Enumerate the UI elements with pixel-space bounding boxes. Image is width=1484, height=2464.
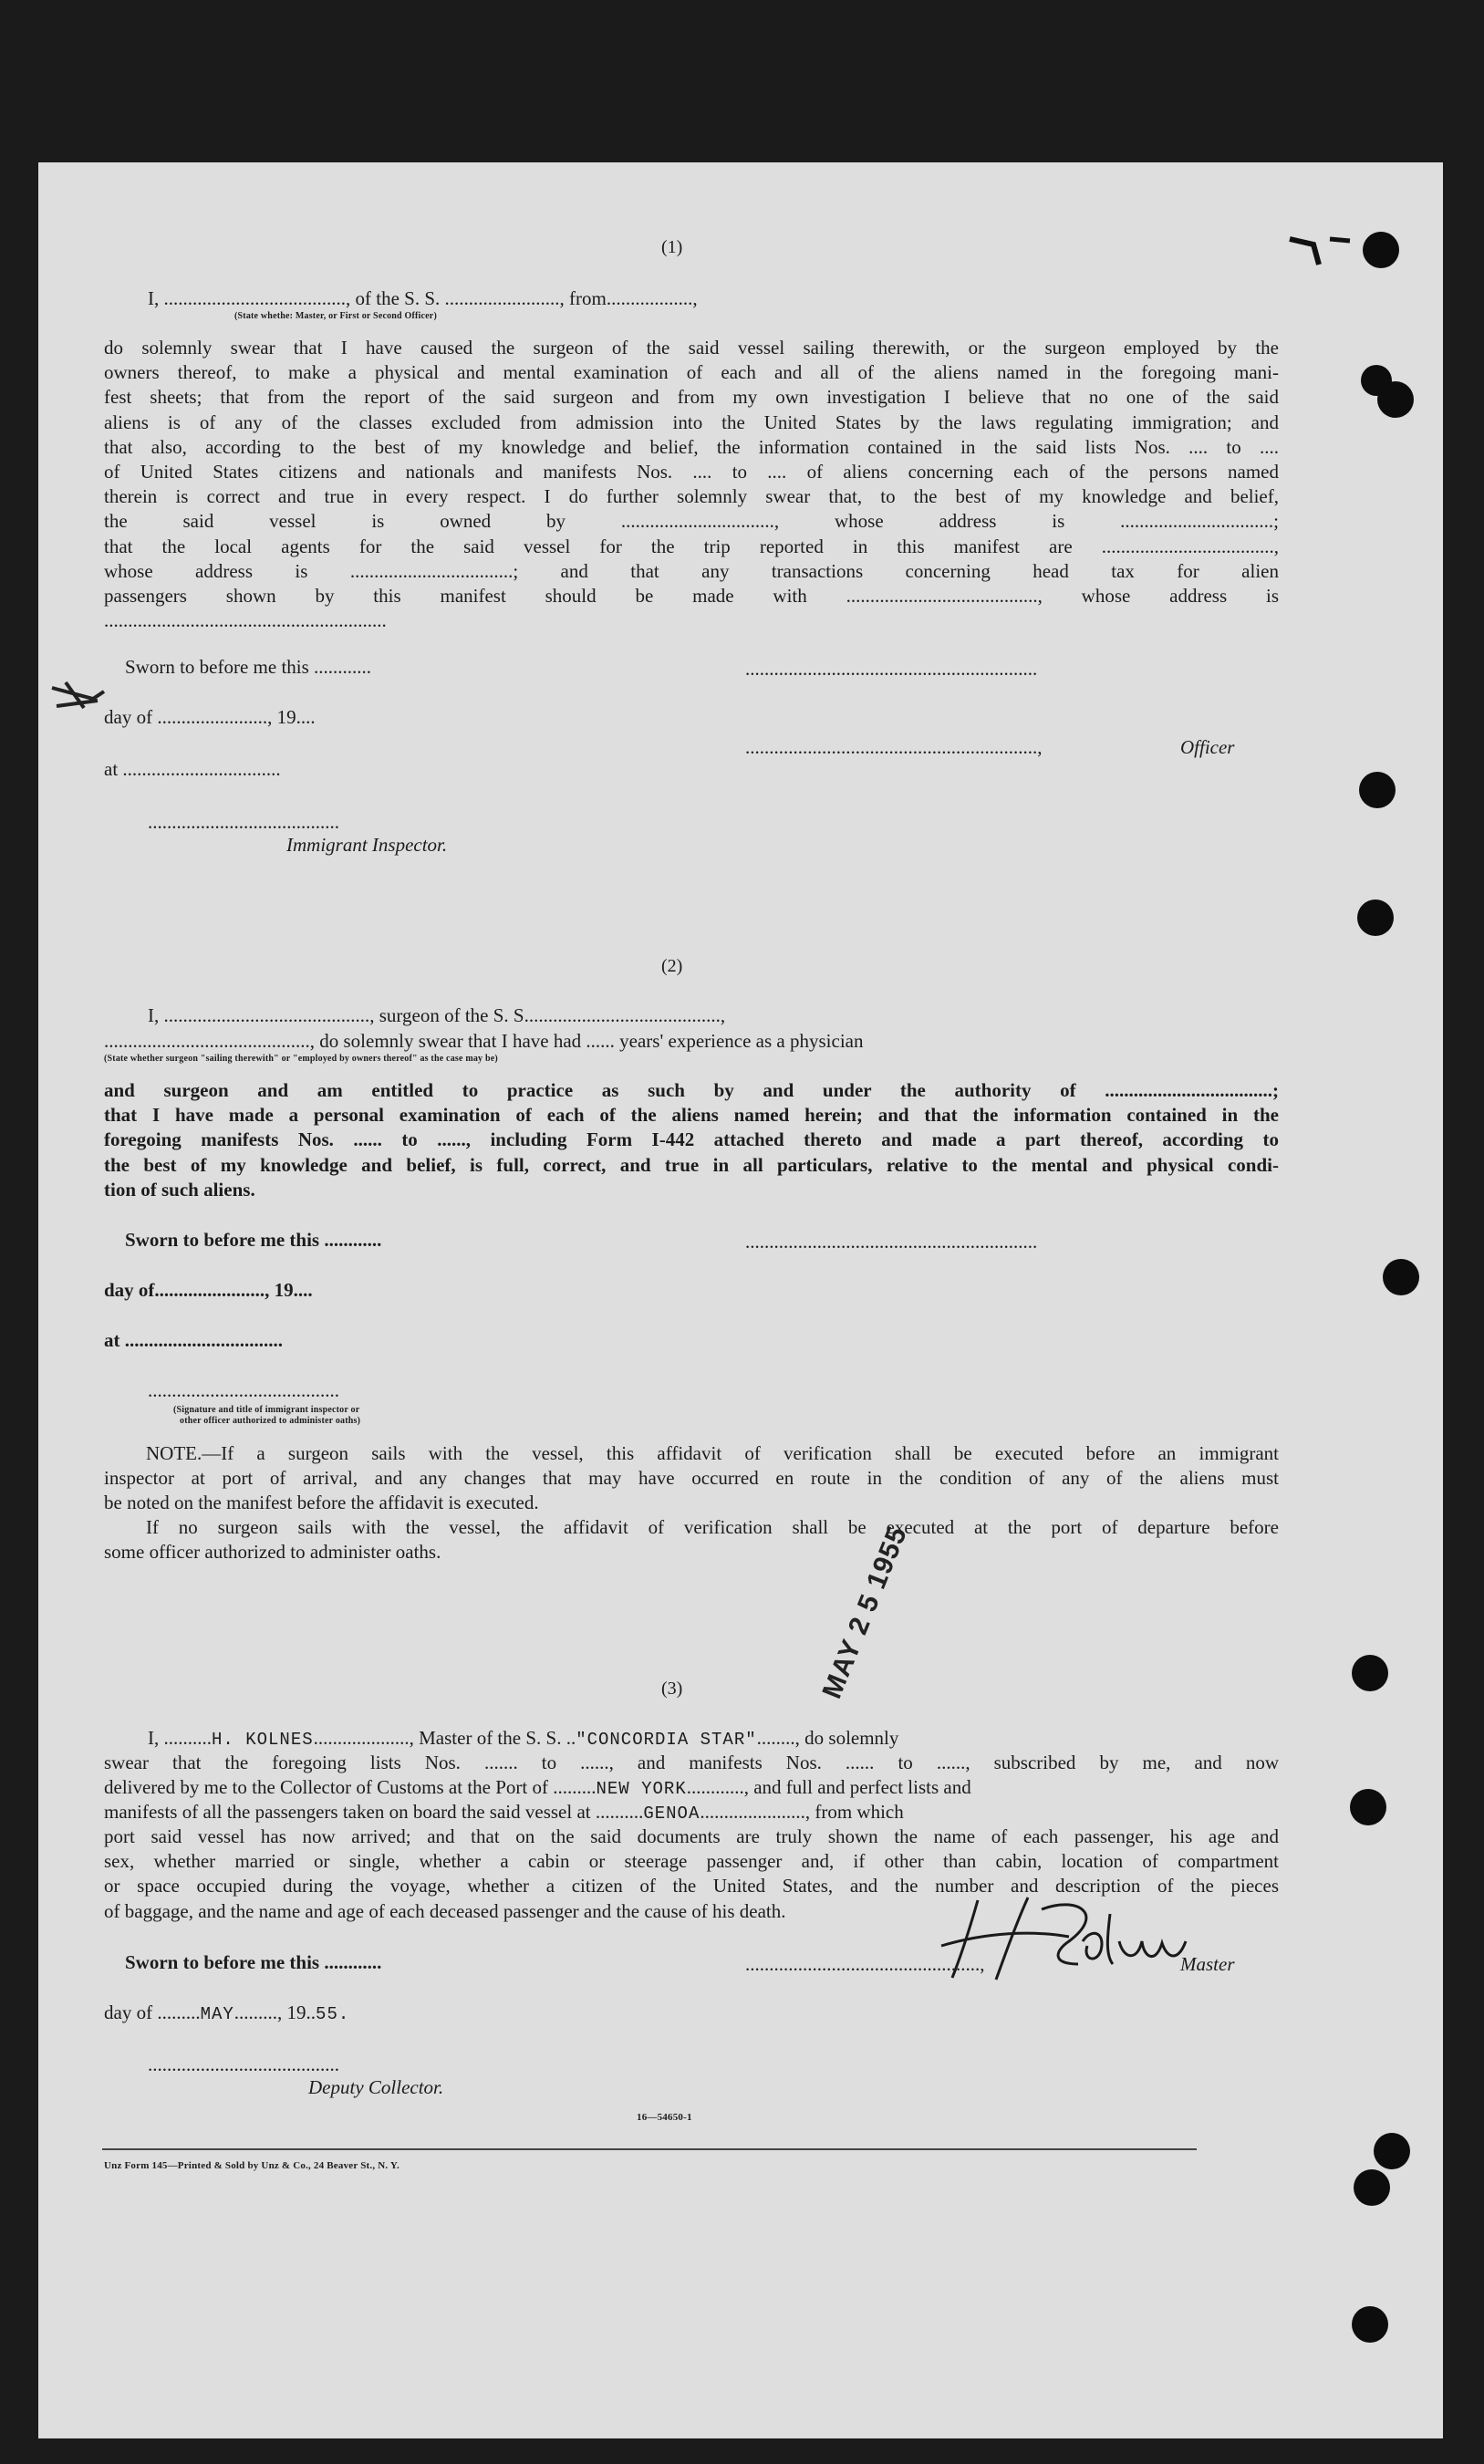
text: ...................., Master of the S. S. .. xyxy=(313,1727,576,1749)
section-3-master-label: Master xyxy=(1180,1953,1235,1975)
note-paragraph xyxy=(104,1441,1279,1491)
punch-hole xyxy=(1357,899,1394,936)
section-3-embark-line xyxy=(104,1800,904,1826)
text: ........., 19.. xyxy=(233,2001,317,2023)
body-line: foregoing manifests Nos. ...... to ......, including Form I-442 attached thereto and made a part thereof, according to xyxy=(104,1128,1279,1151)
section-3-body-tail: of baggage, and the name and age of each deceased passenger and the cause of his death. xyxy=(104,1900,786,1922)
text: I, .......... xyxy=(148,1727,212,1749)
section-3-sworn: Sworn to before me this ............ xyxy=(125,1951,382,1973)
date-stamp: MAY 2 5 1955 xyxy=(816,1522,914,1703)
text: manifests of all the passengers taken on board the said vessel at .......... xyxy=(104,1801,644,1823)
body-line: the said vessel is owned by ................................, whose address is ................................; xyxy=(104,510,1279,533)
section-1-at: at ................................. xyxy=(104,758,281,780)
note-paragraph-2 xyxy=(104,1515,1279,1540)
section-1-day: day of ......................., 19.... xyxy=(104,706,316,728)
port-name: NEW YORK xyxy=(596,1779,687,1799)
section-2-day: day of......................., 19.... xyxy=(104,1279,313,1301)
section-1-body-tail: ........................................................... xyxy=(104,609,387,631)
section-1-inspector-line: ........................................ xyxy=(148,811,339,833)
punch-hole xyxy=(1352,1655,1388,1691)
section-1-officer-label: Officer xyxy=(1180,736,1235,758)
corner-mark xyxy=(1286,232,1359,268)
text: delivered by me to the Collector of Customs at the Port of ......... xyxy=(104,1776,597,1798)
section-2-caption: (State whether surgeon "sailing therewith" or "employed by owners thereof" as the case may be) xyxy=(104,1054,498,1064)
section-3-body-1 xyxy=(104,1751,1279,1775)
text: ............, and full and perfect lists and xyxy=(686,1776,971,1798)
body-line: the best of my knowledge and belief, is full, correct, and true in all particulars, relative to the mental and physical condi- xyxy=(104,1153,1279,1176)
body-line: port said vessel has now arrived; and that on the said documents are truly shown the name of each passenger, his age and xyxy=(104,1825,1279,1847)
section-1-inspector-label: Immigrant Inspector. xyxy=(286,834,448,856)
section-3-number: (3) xyxy=(661,1679,683,1699)
ink-smudge xyxy=(47,679,111,715)
punch-hole xyxy=(1363,232,1399,268)
section-1-officer-line: ............................................................., xyxy=(745,736,1043,758)
body-line: do solemnly swear that I have caused the surgeon of the said vessel sailing therewith, or the surgeon employed by the xyxy=(104,337,1279,359)
manifest-page xyxy=(38,162,1443,2438)
section-3-collector-line: ........................................ xyxy=(148,2053,339,2075)
section-1-body xyxy=(104,336,1279,608)
body-line: that I have made a personal examination of each of the aliens named herein; and that the information contained in the xyxy=(104,1104,1279,1127)
section-2-inspector-line: ........................................ xyxy=(148,1379,339,1401)
punch-hole xyxy=(1383,1259,1419,1295)
body-line: fest sheets; that from the report of the said surgeon and from my own investigation I believe that no one of the said xyxy=(104,386,1279,409)
section-3-port-line xyxy=(104,1775,971,1802)
section-3-first-line xyxy=(148,1726,898,1752)
section-2-caption-2: other officer authorized to administer oaths) xyxy=(180,1416,361,1426)
section-2-second-line: ..........................................., do solemnly swear that I have had ...... years' experience as a physician xyxy=(104,1030,864,1052)
body-line: If no surgeon sails with the vessel, the affidavit of verification shall be executed at the port of departure before xyxy=(146,1516,1279,1538)
section-1-signature-line: ............................................................. xyxy=(745,658,1038,680)
section-2-at: at ................................. xyxy=(104,1329,283,1351)
master-name: H. KOLNES xyxy=(212,1730,314,1750)
body-line: NOTE.—If a surgeon sails with the vessel, this affidavit of verification shall be executed before an immigrant xyxy=(146,1442,1279,1464)
punch-hole xyxy=(1352,2306,1388,2343)
body-line: swear that the foregoing lists Nos. ....... to ......, and manifests Nos. ...... to ......, subscribed by me, and now xyxy=(104,1752,1279,1773)
body-line: therein is correct and true in every respect. I do further solemnly swear that, to the best of my knowledge and belief, xyxy=(104,485,1279,508)
section-2-body-tail: tion of such aliens. xyxy=(104,1179,255,1201)
body-line: or space occupied during the voyage, whether a citizen of the United States, and the number and description of the pieces xyxy=(104,1875,1279,1897)
section-3-master-line: ................................................., xyxy=(745,1953,985,1975)
section-2-first-line: I, ..........................................., surgeon of the S. S........................................., xyxy=(148,1004,726,1026)
section-1-first-line: I, ......................................, of the S. S. ........................, from.................., xyxy=(148,287,698,309)
body-line: sex, whether married or single, whether a cabin or steerage passenger and, if other than cabin, location of compartment xyxy=(104,1850,1279,1873)
body-line: that the local agents for the said vessel for the trip reported in this manifest are ...................................., xyxy=(104,535,1279,557)
section-2-signature-line: ............................................................. xyxy=(745,1231,1038,1253)
section-3-day xyxy=(104,2001,349,2027)
ship-name: "CONCORDIA STAR" xyxy=(576,1730,757,1750)
section-1-sworn: Sworn to before me this ............ xyxy=(125,656,372,678)
section-3-collector-label: Deputy Collector. xyxy=(308,2076,444,2098)
note-2-tail: some officer authorized to administer oaths. xyxy=(104,1541,441,1563)
body-line: aliens is of any of the classes excluded from admission into the United States by the laws regulating immigration; and xyxy=(104,411,1279,433)
section-2-caption-1: (Signature and title of immigrant inspector or xyxy=(173,1405,360,1415)
punch-hole xyxy=(1350,1789,1386,1825)
section-1-caption: (State whethe: Master, or First or Second Officer) xyxy=(234,311,437,321)
body-line: passengers shown by this manifest should be made with ........................................, whose address is xyxy=(104,585,1279,608)
embark-port: GENOA xyxy=(643,1804,700,1824)
body-line: that also, according to the best of my knowledge and belief, the information contained in the said lists Nos. .... to .... xyxy=(104,435,1279,458)
section-2-sworn: Sworn to before me this ............ xyxy=(125,1229,382,1251)
section-2-number: (2) xyxy=(661,956,683,976)
text: day of ......... xyxy=(104,2001,201,2023)
form-number: 16—54650-1 xyxy=(637,2112,692,2123)
section-2-body xyxy=(104,1078,1279,1178)
note-tail: be noted on the manifest before the affidavit is executed. xyxy=(104,1492,539,1513)
month-typed: MAY xyxy=(200,2004,234,2024)
text: ........, do solemnly xyxy=(756,1727,899,1749)
punch-hole xyxy=(1354,2169,1390,2206)
text: ......................, from which xyxy=(700,1801,904,1823)
body-line: whose address is ..................................; and that any transactions concerning head tax for alien xyxy=(104,559,1279,582)
body-line: owners thereof, to make a physical and mental examination of each and all of the aliens named in the foregoing mani- xyxy=(104,361,1279,384)
printer-imprint: Unz Form 145—Printed & Sold by Unz & Co., 24 Beaver St., N. Y. xyxy=(104,2160,400,2171)
footer-rule xyxy=(102,2148,1197,2150)
punch-hole xyxy=(1377,381,1414,418)
punch-hole xyxy=(1359,772,1396,808)
punch-hole xyxy=(1374,2133,1410,2169)
body-line: and surgeon and am entitled to practice as such by and under the authority of ...................................; xyxy=(104,1079,1279,1101)
body-line: of United States citizens and nationals and manifests Nos. .... to .... of aliens concerning each of the persons named xyxy=(104,461,1279,483)
year-typed: 55. xyxy=(316,2004,350,2024)
body-line: inspector at port of arrival, and any changes that may have occurred en route in the condition of any of the aliens must xyxy=(104,1467,1279,1490)
section-1-number: (1) xyxy=(661,237,683,257)
